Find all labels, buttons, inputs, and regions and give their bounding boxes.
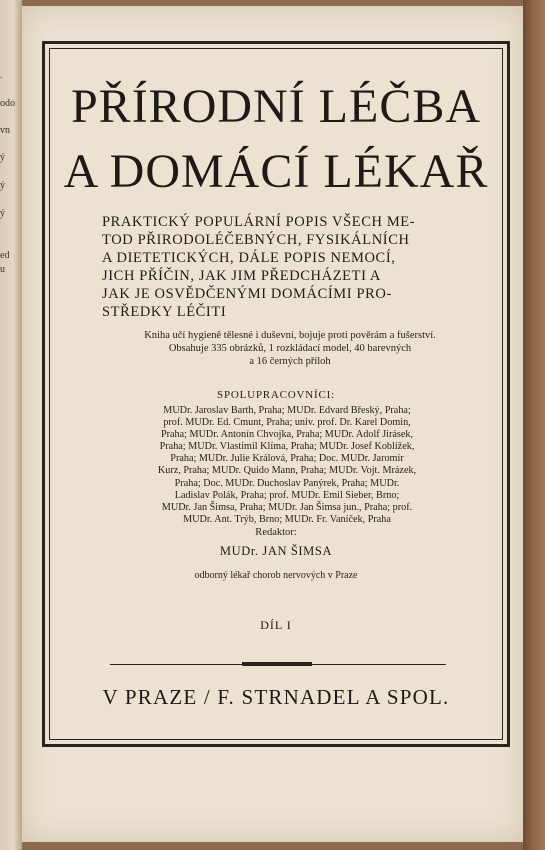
facing-page-fragment: odo	[0, 98, 15, 109]
collaborators-line: Kurz, Praha; MUDr. Quido Mann, Praha; MUDr. Vojt. Mrázek,	[157, 465, 417, 477]
volume-label: DÍL I	[260, 618, 292, 632]
facing-page-fragment: u	[0, 264, 5, 275]
subtitle-line: PRAKTICKÝ POPULÁRNÍ POPIS VŠECH ME-	[102, 214, 416, 230]
description-block	[110, 329, 470, 368]
book-title-line-2: A DOMÁCÍ LÉKAŘ	[63, 145, 489, 198]
book-spine-edge	[523, 0, 545, 850]
subtitle-line: STŘEDKY LÉČITI	[102, 304, 227, 320]
facing-page-fragment: vn	[0, 125, 10, 136]
facing-page-fragment: .	[0, 70, 3, 81]
description-line: Obsahuje 335 obrázků, 1 rozkládací model, 40 barevných	[168, 343, 412, 354]
facing-page-edge	[0, 0, 22, 850]
facing-page-fragment: ý	[0, 180, 5, 191]
collaborators-line: MUDr. Ant. Trýb, Brno; MUDr. Fr. Vaníček, Praha	[183, 513, 391, 525]
collaborators-line: MUDr. Jaroslav Barth, Praha; MUDr. Edvard Břeský, Praha;	[163, 405, 411, 416]
description-line: a 16 černých příloh	[249, 356, 331, 367]
facing-page-fragment: ý	[0, 152, 5, 163]
facing-page-fragment: ý	[0, 208, 5, 219]
description-line: Kniha učí hygieně tělesné i duševní, bojuje proti pověrám a fušerství.	[144, 330, 436, 341]
editor-name: MUDr. JAN ŠIMSA	[219, 544, 333, 558]
subtitle-line: JAK JE OSVĚDČENÝMI DOMÁCÍMI PRO-	[102, 286, 392, 302]
facing-page-fragment: ed	[0, 250, 10, 261]
collaborators-list	[102, 405, 472, 526]
divider-ornament	[242, 662, 312, 666]
page-inner-border	[49, 48, 503, 740]
title-page	[22, 6, 524, 842]
collaborators-line: Ladislav Polák, Praha; prof. MUDr. Emil Sieber, Brno;	[174, 489, 400, 501]
collaborators-line: prof. MUDr. Ed. Cmunt, Praha; univ. prof. Dr. Karel Domin,	[163, 417, 411, 429]
subtitle-line: TOD PŘIRODOLÉČEBNÝCH, FYSIKÁLNÍCH	[102, 232, 410, 248]
book-title-line-1: PŘÍRODNÍ LÉČBA	[70, 80, 482, 133]
collaborators-heading: SPOLUPRACOVNÍCI:	[217, 389, 335, 401]
editor-role: odborný lékař chorob nervových v Praze	[194, 570, 358, 581]
page-border-frame	[42, 41, 510, 747]
collaborators-line: Praha; MUDr. Julie Králová, Praha; Doc. MUDr. Jaromír	[170, 453, 404, 465]
editor-label: Redaktor:	[255, 527, 297, 538]
subtitle-line: A DIETETICKÝCH, DÁLE POPIS NEMOCÍ,	[102, 250, 396, 266]
collaborators-line: Praha; MUDr. Antonín Chvojka, Praha; MUDr. Adolf Jirásek,	[160, 429, 414, 441]
collaborators-line: Praha; Doc. MUDr. Duchoslav Panýrek, Praha; MUDr.	[174, 477, 400, 489]
collaborators-line: MUDr. Jan Šimsa, Praha; MUDr. Jan Šimsa jun., Praha; prof.	[161, 501, 413, 513]
subtitle-line: JICH PŘÍČIN, JAK JIM PŘEDCHÁZETI A	[102, 268, 381, 284]
collaborators-line: Praha; MUDr. Vlastimil Klíma, Praha; MUDr. Josef Koblížek,	[159, 441, 415, 453]
subtitle-block	[102, 213, 472, 321]
publisher-line: V PRAZE / F. STRNADEL A SPOL.	[102, 685, 450, 709]
